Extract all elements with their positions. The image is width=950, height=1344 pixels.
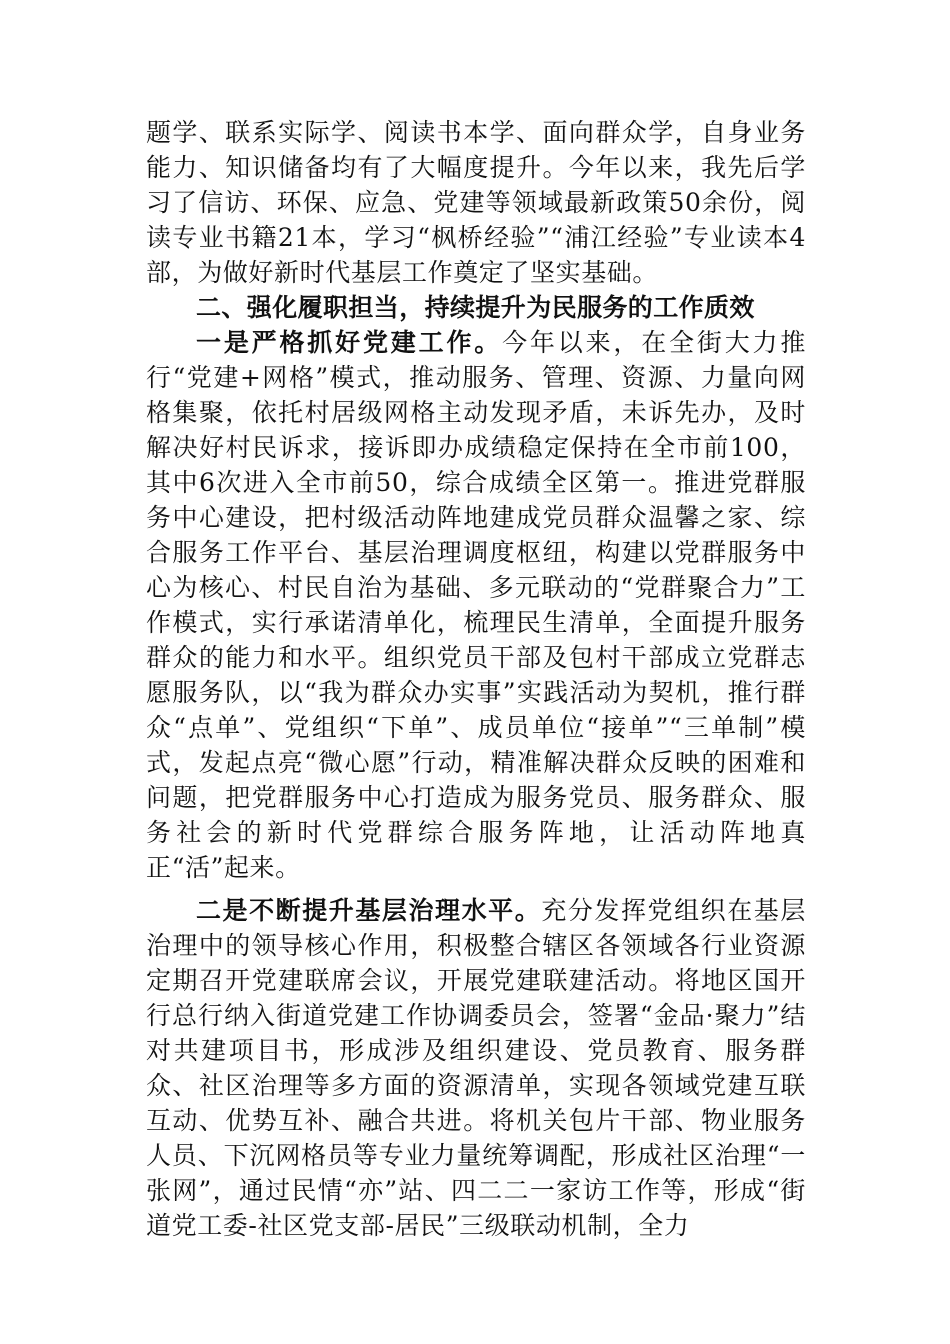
paragraph-body-governance: 充分发挥党组织在基层治理中的领导核心作用，积极整合辖区各领域各行业资源定期召开党建联席会议，开展党建联建活动。将地区国开行总行纳入街道党建工作协调委员会，签署“金品·聚力”结对共建项目书，形成涉及组织建设、党员教育、服务群众、社区治理等多方面的资源清单，实现各领域党建互联互动、优势互补、融合共进。将机关包片干部、物业服务人员、下沉网格员等专业力量统筹调配，形成社区治理“一张网”，通过民情“亦”站、四二二一家访工作等，形成“街道党工委-社区党支部-居民”三级联动机制，全力 — [146, 896, 806, 1240]
paragraph-lead-governance: 二是不断提升基层治理水平。 — [196, 896, 542, 925]
paragraph-lead-party-building: 一是严格抓好党建工作。 — [196, 328, 503, 357]
paragraph-governance — [146, 893, 806, 1243]
paragraph-body-party-building: 今年以来，在全街大力推行“党建+网格”模式，推动服务、管理、资源、力量向网格集聚，依托村居级网格主动发现矛盾，未诉先办，及时解决好村民诉求，接诉即办成绩稳定保持在全市前100，其中6次进入全市前50，综合成绩全区第一。推进党群服务中心建设，把村级活动阵地建成党员群众温馨之家、综合服务工作平台、基层治理调度枢纽，构建以党群服务中心为核心、村民自治为基础、多元联动的“党群聚合力”工作模式，实行承诺清单化，梳理民生清单，全面提升服务群众的能力和水平。组织党员干部及包村干部成立党群志愿服务队，以“我为群众办实事”实践活动为契机，推行群众“点单”、党组织“下单”、成员单位“接单”“三单制”模式，发起点亮“微心愿”行动，精准解决群众反映的困难和问题，把党群服务中心打造成为服务党员、服务群众、服务社会的新时代党群综合服务阵地，让活动阵地真正“活”起来。 — [146, 328, 806, 882]
paragraph-party-building — [146, 325, 806, 885]
document-body — [146, 115, 806, 1243]
paragraph-continuation: 题学、联系实际学、阅读书本学、面向群众学，自身业务能力、知识储备均有了大幅度提升。今年以来，我先后学习了信访、环保、应急、党建等领域最新政策50余份，阅读专业书籍21本，学习“枫桥经验”“浦江经验”专业读本4部，为做好新时代基层工作奠定了坚实基础。 — [146, 118, 806, 287]
section-heading: 二、强化履职担当，持续提升为民服务的工作质效 — [196, 293, 755, 322]
